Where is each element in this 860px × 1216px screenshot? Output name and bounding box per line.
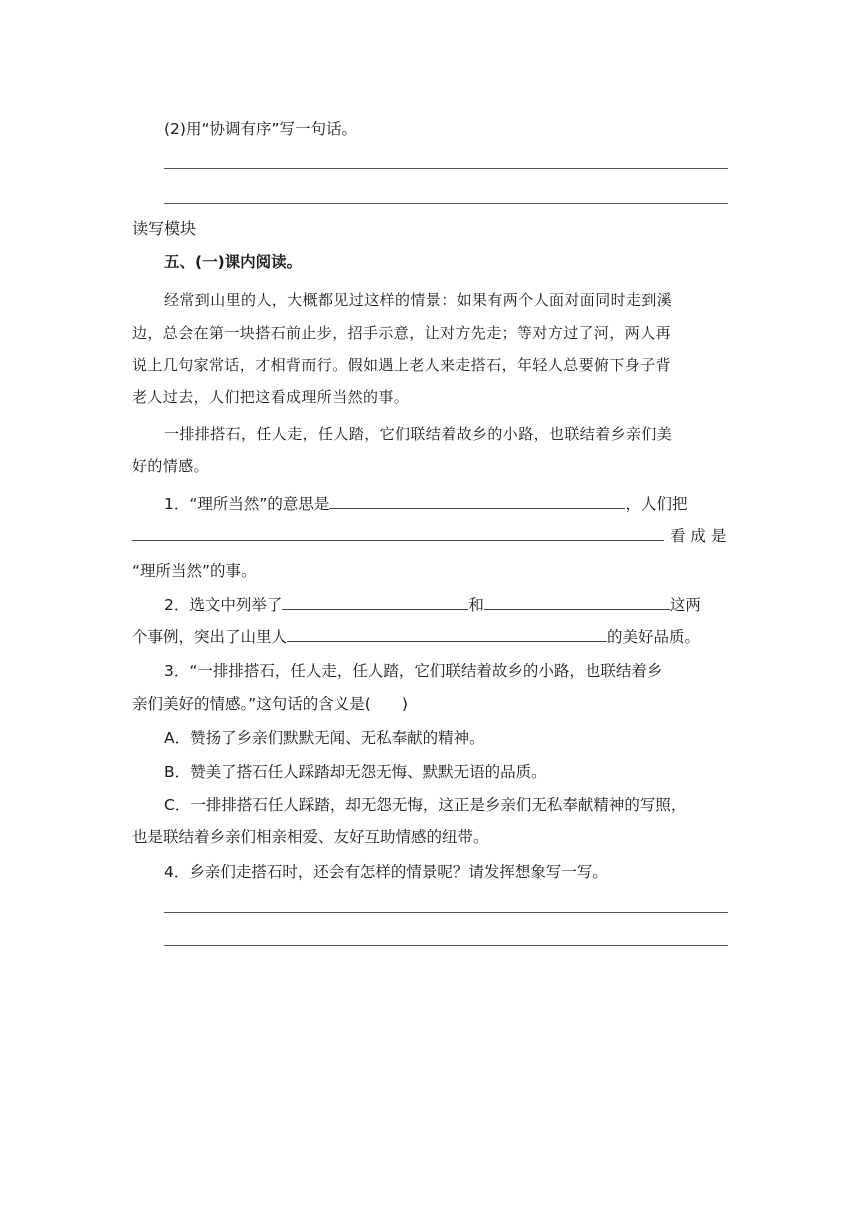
option-b[interactable]: B．赞美了搭石任人踩踏却无怨无悔、默默无语的品质。 (164, 763, 547, 781)
passage-line: 说上几句家常话，才相背而行。假如遇上老人来走搭石，年轻人总要俯下身子背 (132, 356, 672, 374)
passage-line: 边，总会在第一块搭石前止步，招手示意，让对方先走；等对方过了河，两人再 (132, 324, 672, 342)
fill-blank[interactable] (132, 524, 664, 541)
question-2-text: 的美好品质。 (607, 628, 701, 646)
question-1-line-3: “理所当然”的事。 (132, 562, 257, 580)
passage-line: 一排排搭石，任人走，任人踏，它们联结着故乡的小路，也联结着乡亲们美 (164, 425, 673, 443)
question-2-text: 2．选文中列举了 (164, 596, 283, 614)
question-2-line-2 (132, 625, 700, 648)
answer-line[interactable] (164, 168, 728, 169)
question-1-text: ，人们把 (625, 495, 688, 513)
passage-line: 经常到山里的人，大概都见过这样的情景：如果有两个人面对面同时走到溪 (164, 291, 673, 309)
option-a[interactable]: A．赞扬了乡亲们默默无闻、无私奉献的精神。 (164, 729, 485, 747)
question-1-line-1 (164, 492, 687, 515)
section-heading: 五、(一)课内阅读。 (164, 253, 303, 271)
option-c[interactable]: C．一排排搭石任人踩踏，却无怨无悔，这正是乡亲们无私奉献精神的写照， (164, 796, 687, 814)
module-title: 读写模块 (132, 219, 197, 238)
question-4: 4．乡亲们走搭石时，还会有怎样的情景呢？请发挥想象写一写。 (164, 863, 608, 881)
question-3-line-1: 3．“一排排搭石，任人走，任人踏，它们联结着故乡的小路，也联结着乡 (164, 662, 663, 680)
fill-blank[interactable] (282, 593, 468, 610)
question-3-line-2: 亲们美好的情感。”这句话的含义是( ) (132, 695, 408, 713)
passage-line: 老人过去，人们把这看成理所当然的事。 (132, 388, 410, 406)
answer-line[interactable] (164, 203, 728, 204)
question-2-text: 这两 (669, 596, 701, 614)
answer-line[interactable] (164, 945, 728, 946)
option-c-continued: 也是联结着乡亲们相亲相爱、友好互助情感的纽带。 (132, 828, 489, 846)
fill-blank[interactable] (287, 625, 607, 642)
question-2-text: 和 (468, 596, 484, 614)
question-1-text: 看 成 是 (670, 527, 727, 545)
question-1-text: 1．“理所当然”的意思是 (164, 495, 330, 513)
question-2-sentence-prompt: (2)用“协调有序”写一句话。 (164, 120, 358, 138)
fill-blank[interactable] (484, 593, 670, 610)
passage-line: 好的情感。 (132, 457, 210, 475)
answer-line[interactable] (164, 912, 728, 913)
fill-blank[interactable] (329, 492, 625, 509)
question-1-line-2 (132, 524, 726, 547)
question-2-text: 个事例，突出了山里人 (132, 628, 288, 646)
question-2-line-1 (164, 593, 701, 616)
